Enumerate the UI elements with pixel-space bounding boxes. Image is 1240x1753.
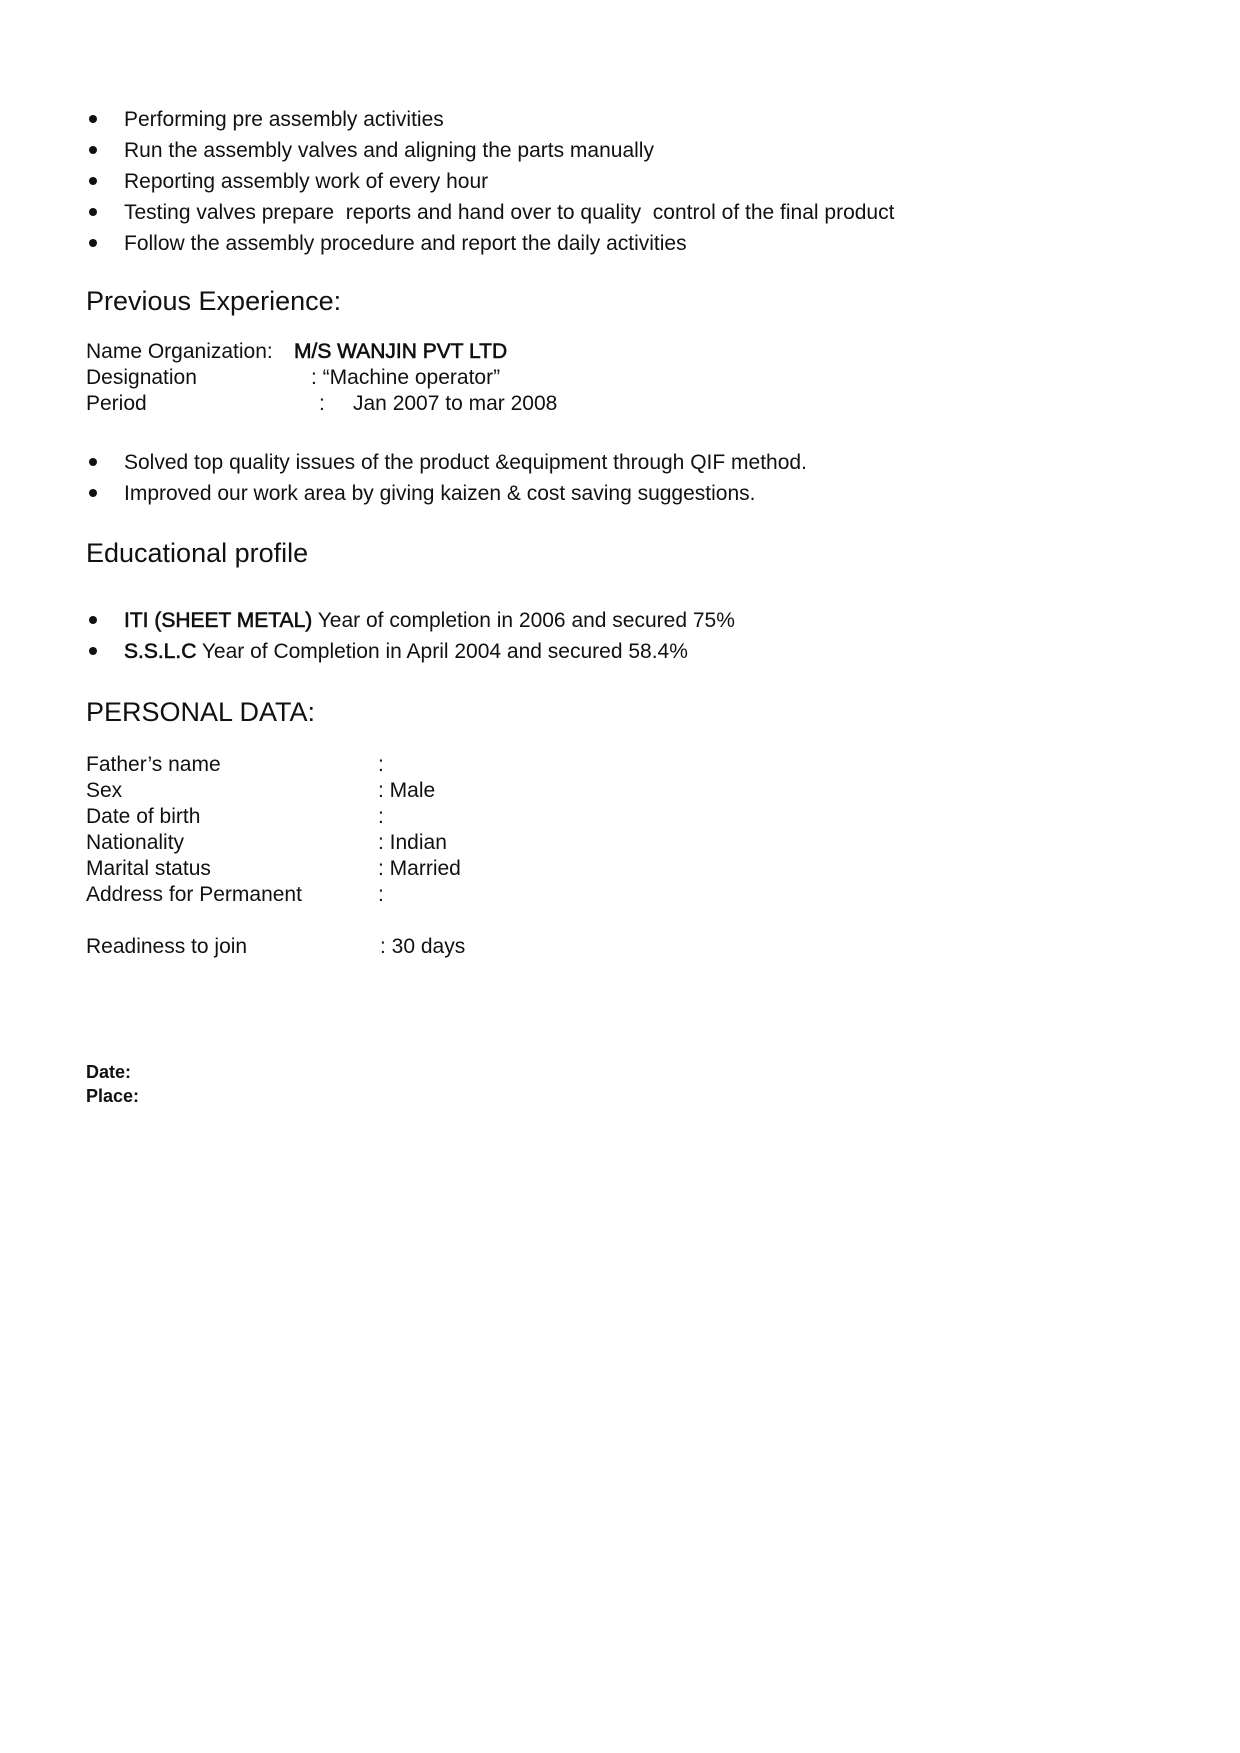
qualification-name: ITI (SHEET METAL) xyxy=(124,609,313,632)
place-label: Place: xyxy=(86,1086,140,1106)
duties-list xyxy=(86,104,894,259)
bullet-icon xyxy=(89,239,97,247)
designation-label: Designation xyxy=(86,366,197,389)
bullet-icon xyxy=(89,458,97,466)
marital-status-value: : Married xyxy=(378,857,461,880)
fathers-name-value: : xyxy=(378,753,384,776)
bullet-icon xyxy=(89,115,97,123)
readiness-label: Readiness to join xyxy=(86,935,248,958)
bullet-icon xyxy=(89,489,97,497)
bullet-icon xyxy=(89,177,97,185)
list-item xyxy=(86,605,735,636)
period-value: Jan 2007 to mar 2008 xyxy=(353,392,558,415)
bullet-icon xyxy=(89,146,97,154)
fathers-name-label: Father’s name xyxy=(86,753,221,776)
designation-value: : “Machine operator” xyxy=(311,366,501,389)
list-item xyxy=(86,636,735,667)
period-colon: : xyxy=(319,392,325,415)
nationality-value: : Indian xyxy=(378,831,447,854)
permanent-address-label: Address for Permanent xyxy=(86,883,302,906)
sex-label: Sex xyxy=(86,779,123,802)
organization-value: M/S WANJIN PVT LTD xyxy=(294,340,508,363)
achievements-list xyxy=(86,447,807,509)
date-of-birth-label: Date of birth xyxy=(86,805,201,828)
education-heading: Educational profile xyxy=(86,538,309,568)
period-label: Period xyxy=(86,392,147,415)
personal-data-heading: PERSONAL DATA: xyxy=(86,697,316,727)
previous-experience-heading: Previous Experience: xyxy=(86,286,342,316)
education-list xyxy=(86,605,735,667)
bullet-icon xyxy=(89,647,97,655)
qualification-detail: Year of completion in 2006 and secured 75% xyxy=(312,609,735,632)
list-item: Follow the assembly procedure and report the daily activities xyxy=(86,228,894,259)
readiness-value: : 30 days xyxy=(380,935,466,958)
bullet-icon xyxy=(89,208,97,216)
qualification-name: S.S.L.C xyxy=(124,640,197,663)
permanent-address-value: : xyxy=(378,883,384,906)
qualification-detail: Year of Completion in April 2004 and secured 58.4% xyxy=(196,640,688,663)
list-item: Solved top quality issues of the product &equipment through QIF method. xyxy=(86,447,807,478)
list-item: Testing valves prepare reports and hand over to quality control of the final product xyxy=(86,197,894,228)
list-item: Improved our work area by giving kaizen & cost saving suggestions. xyxy=(86,478,807,509)
list-item: Run the assembly valves and aligning the parts manually xyxy=(86,135,894,166)
organization-label: Name Organization: xyxy=(86,340,273,363)
list-item: Reporting assembly work of every hour xyxy=(86,166,894,197)
marital-status-label: Marital status xyxy=(86,857,211,880)
sex-value: : Male xyxy=(378,779,436,802)
date-of-birth-value: : xyxy=(378,805,384,828)
bullet-icon xyxy=(89,616,97,624)
date-label: Date: xyxy=(86,1062,132,1082)
list-item: Performing pre assembly activities xyxy=(86,104,894,135)
nationality-label: Nationality xyxy=(86,831,185,854)
